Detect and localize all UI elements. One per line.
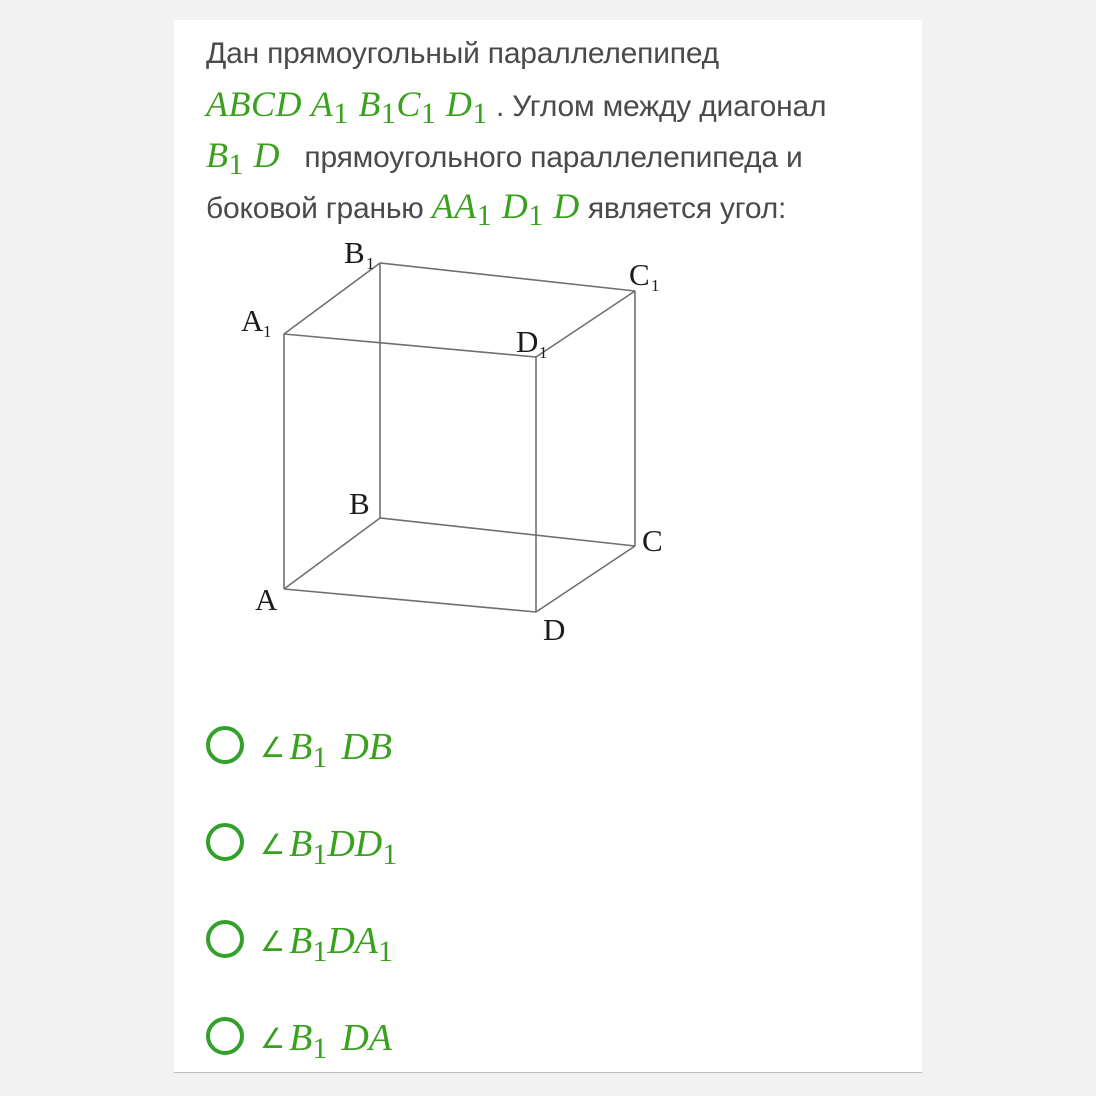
label-a: A: [255, 582, 278, 617]
question-line-3-text: прямоугольного параллелепипеда и: [304, 141, 803, 174]
edge-d-a: [284, 589, 536, 612]
label-b: B: [349, 486, 370, 521]
label-a1-sub: 1: [263, 322, 272, 341]
math-subscript: 1: [420, 97, 437, 130]
math-subscript: 1: [228, 148, 244, 181]
option-vertex-1: B: [289, 1016, 313, 1059]
option-vertex-3: D: [354, 822, 383, 865]
option-vertex-3: A: [368, 1016, 392, 1059]
option-vertex-3-sub: 1: [382, 837, 398, 871]
edge-c-d: [536, 546, 635, 612]
math-vertex: D: [445, 84, 473, 124]
question-line-2-text: . Углом между диагонал: [496, 90, 827, 123]
edge-a-b: [284, 518, 380, 589]
option-vertex-2: D: [327, 919, 355, 962]
option-vertex-1-sub: 1: [312, 837, 328, 871]
math-vertex: B: [358, 84, 381, 124]
label-c1: C: [629, 257, 650, 292]
angle-symbol: ∠: [260, 827, 286, 861]
answer-option-label: [260, 822, 398, 871]
math-subscript: 1: [528, 199, 544, 232]
edge-c1-d1: [536, 291, 635, 357]
edge-b1-c1: [380, 263, 635, 291]
edge-d1-a1: [284, 334, 536, 357]
option-vertex-1-sub: 1: [312, 1031, 328, 1065]
label-b1-sub: 1: [366, 254, 375, 273]
face-math: [431, 186, 580, 232]
math-subscript: 1: [472, 97, 488, 130]
math-vertex: B: [206, 135, 229, 175]
diagonal-math: [206, 135, 280, 181]
radio-circle-icon[interactable]: [206, 920, 244, 958]
math-vertex: C: [396, 84, 421, 124]
option-vertex-2: D: [327, 822, 355, 865]
radio-circle-icon[interactable]: [206, 726, 244, 764]
label-c: C: [642, 523, 663, 558]
label-d: D: [543, 612, 566, 647]
option-vertex-3-sub: 1: [378, 934, 393, 968]
option-vertex-1: B: [289, 822, 313, 865]
option-vertex-3: A: [354, 919, 378, 962]
math-vertex: A: [431, 186, 455, 226]
question-line-4: [206, 181, 922, 232]
box-name-math: [206, 84, 488, 130]
option-vertex-1: B: [289, 919, 313, 962]
edge-a1-b1: [284, 263, 380, 334]
option-vertex-3: B: [368, 725, 392, 768]
question-text: [206, 28, 922, 232]
radio-circle-icon[interactable]: [206, 1017, 244, 1055]
answer-options: [206, 698, 886, 1073]
math-vertex: D: [253, 135, 280, 175]
label-b1: B: [344, 235, 365, 270]
math-subscript: 1: [476, 199, 493, 232]
radio-circle-icon[interactable]: [206, 823, 244, 861]
math-vertex: D: [553, 186, 580, 226]
math-subscript: 1: [380, 97, 397, 130]
math-vertex: D: [501, 186, 529, 226]
answer-option-label: [260, 1016, 392, 1065]
parallelepiped-svg: [214, 232, 734, 672]
answer-option-2[interactable]: [206, 795, 886, 892]
math-vertex: A: [454, 186, 477, 226]
option-vertex-1: B: [289, 725, 313, 768]
question-line-1-text: Дан прямоугольный параллелепипед: [206, 37, 719, 70]
question-line-4-tail: является угол:: [587, 192, 787, 225]
label-c1-sub: 1: [651, 276, 660, 295]
parallelepiped-figure: [214, 232, 734, 672]
option-vertex-2: D: [341, 725, 369, 768]
option-vertex-1-sub: 1: [312, 740, 328, 774]
math-vertex: A: [310, 84, 334, 124]
answer-option-1[interactable]: [206, 698, 886, 795]
option-vertex-2: D: [341, 1016, 369, 1059]
answer-option-label: [260, 725, 392, 774]
math-subscript: 1: [333, 97, 349, 130]
question-line-2: [206, 79, 922, 130]
question-line-3: [206, 130, 922, 181]
answer-option-label: [260, 919, 393, 968]
question-card: [174, 20, 922, 1073]
box-name-base: ABCD: [206, 84, 302, 124]
label-d1-sub: 1: [539, 343, 548, 362]
question-line-1: [206, 28, 922, 79]
answer-option-3[interactable]: [206, 892, 886, 989]
label-a1: A: [241, 303, 264, 338]
angle-symbol: ∠: [260, 924, 286, 958]
option-vertex-1-sub: 1: [312, 934, 328, 968]
question-line-4-head: боковой гранью: [206, 192, 424, 225]
edge-b-c: [380, 518, 635, 546]
answer-option-4[interactable]: [206, 989, 886, 1073]
angle-symbol: ∠: [260, 1021, 286, 1055]
angle-symbol: ∠: [260, 730, 286, 764]
label-d1: D: [516, 324, 539, 359]
